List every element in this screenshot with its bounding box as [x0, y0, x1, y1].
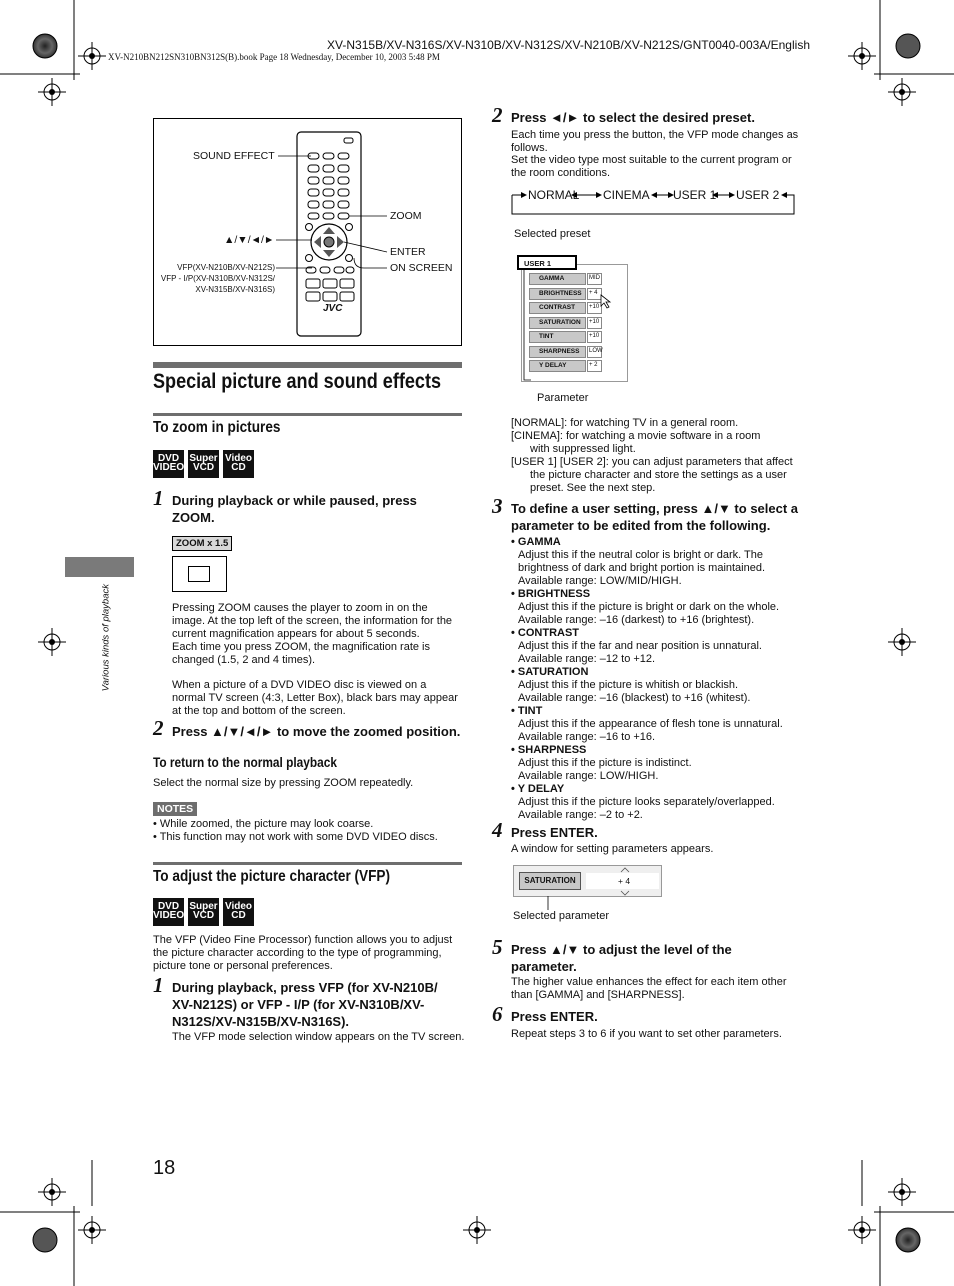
label-enter: ENTER: [390, 246, 426, 258]
vfp-mode-cycle: [511, 183, 795, 215]
zoom-osd-label: ZOOM x 1.5: [172, 536, 232, 551]
return-text: Select the normal size by pressing ZOOM repeatedly.: [153, 777, 414, 789]
cycle-user2: USER 2: [736, 188, 780, 202]
osd-value-y-delay: + 2: [587, 360, 602, 372]
param-list: [511, 536, 801, 822]
osd-leader-lines: [515, 268, 625, 392]
cycle-normal: NORMAL: [528, 188, 580, 202]
def-cinema: [CINEMA]: for watching a movie software in a room with suppressed light.: [511, 430, 761, 455]
param-saturation: • SATURATION: [511, 666, 589, 678]
osd-preset: USER 1: [517, 255, 577, 270]
param-sharpness-desc: Adjust this if the picture is indistinct.: [518, 757, 692, 769]
step2-number: 2: [492, 103, 503, 127]
param-tint-desc: Adjust this if the appearance of flesh tone is unnatural.: [518, 718, 783, 730]
zoom-para-2: Each time you press ZOOM, the magnification rate is changed (1.5, 2 and 4 times).: [172, 641, 430, 666]
osd-value-gamma: MID: [587, 273, 602, 285]
param-sharpness: • SHARPNESS: [511, 744, 587, 756]
vfp-step1-number: 1: [153, 973, 164, 997]
osd-value-brightness: + 4: [587, 288, 602, 300]
param-saturation-range: Available range: –16 (blackest) to +16 (whitest).: [518, 692, 751, 704]
osd-value-sharpness: LOW: [587, 346, 602, 358]
osd-row-saturation: SATURATION: [529, 317, 586, 329]
param-y-delay-range: Available range: –2 to +2.: [518, 809, 643, 821]
disc-dvd-video-icon: DVD VIDEO: [153, 450, 184, 478]
selected-preset-label: Selected preset: [514, 228, 591, 240]
label-vfp: [159, 262, 275, 295]
cursor-icon: [601, 295, 610, 308]
cycle-cinema: CINEMA: [603, 188, 650, 202]
zoom-step1-number: 1: [153, 486, 164, 510]
osd-value-tint: +10: [587, 331, 602, 343]
vfp-disc-super-vcd-icon: Super VCD: [188, 898, 219, 926]
section-title: Special picture and sound effects: [153, 370, 442, 393]
osd-row-tint: TINT: [529, 331, 586, 343]
step4-sub: A window for setting parameters appears.: [511, 843, 714, 855]
vfp-disc-dvd-video-icon: DVD VIDEO: [153, 898, 184, 926]
zoom-title: To zoom in pictures: [153, 419, 281, 436]
return-title: To return to the normal playback: [153, 755, 337, 770]
param-window: [513, 865, 662, 897]
selected-parameter-label: Selected parameter: [513, 910, 609, 922]
param-saturation-desc: Adjust this if the picture is whitish or blackish.: [518, 679, 739, 691]
param-gamma-range: Available range: LOW/MID/HIGH.: [518, 575, 682, 587]
step5-number: 5: [492, 935, 503, 959]
param-y-delay: • Y DELAY: [511, 783, 565, 795]
zoom-step2-number: 2: [153, 716, 164, 740]
step2-para-2: Set the video type most suitable to the current program or the room conditions.: [511, 154, 792, 179]
osd-value-contrast: +10: [587, 302, 602, 314]
osd-row-y-delay: Y DELAY: [529, 360, 586, 372]
section-rule: [153, 362, 462, 368]
remote-brand: JVC: [323, 303, 343, 314]
param-tint: • TINT: [511, 705, 543, 717]
param-contrast-desc: Adjust this if the far and near position is unnatural.: [518, 640, 762, 652]
vfp-disc-video-cd-icon: Video CD: [223, 898, 254, 926]
param-sharpness-range: Available range: LOW/HIGH.: [518, 770, 659, 782]
vfp-step1: During playback, press VFP (for XV-N210B/ XV-N212S) or VFP - I/P (for XV-N310B/XV-N312S/XV-N315B/XV-N316S).: [172, 980, 438, 1029]
label-vfp-line3: XV-N315B/XV-N316S): [195, 285, 275, 294]
disc-super-vcd-icon: Super VCD: [188, 450, 219, 478]
parameter-label: Parameter: [537, 392, 589, 404]
param-contrast: • CONTRAST: [511, 627, 580, 639]
step5-sub: The higher value enhances the effect for each item other than [GAMMA] and [SHARPNESS].: [511, 976, 787, 1001]
vfp-title: To adjust the picture character (VFP): [153, 868, 391, 885]
disc-video-cd-icon: Video CD: [223, 450, 254, 478]
param-tint-range: Available range: –16 to +16.: [518, 731, 656, 743]
param-brightness: • BRIGHTNESS: [511, 588, 591, 600]
param-gamma-desc: Adjust this if the neutral color is bright or dark. The brightness of dark and bright portion is maintained.: [518, 549, 766, 574]
osd-row-gamma: GAMMA: [529, 273, 586, 285]
step6-number: 6: [492, 1002, 503, 1026]
label-vfp-line2: VFP - I/P(XV-N310B/XV-N312S/: [160, 274, 275, 283]
label-arrows: ▲/▼/◄/►: [224, 234, 275, 246]
def-normal: [NORMAL]: for watching TV in a general room.: [511, 417, 739, 429]
step2-heading: Press ◄/► to select the desired preset.: [511, 110, 755, 125]
step4-heading: Press ENTER.: [511, 825, 598, 840]
step6-heading: Press ENTER.: [511, 1009, 598, 1024]
note-2: • This function may not work with some DVD VIDEO discs.: [153, 831, 438, 843]
notes-label: NOTES: [153, 802, 197, 816]
step4-number: 4: [492, 818, 503, 842]
zoom-rule: [153, 413, 462, 416]
header-model-line: XV-N315B/XV-N316S/XV-N310B/XV-N312S/XV-N210B/XV-N212S/GNT0040-003A/English: [327, 38, 810, 52]
param-gamma: • GAMMA: [511, 536, 561, 548]
osd-row-brightness: BRIGHTNESS: [529, 288, 586, 300]
label-vfp-line1: VFP(XV-N210B/XV-N212S): [177, 263, 275, 272]
osd-row-contrast: CONTRAST: [529, 302, 586, 314]
zoom-para-1: Pressing ZOOM causes the player to zoom in on the image. At the top left of the screen, the information for the current magnification appears for about 5 seconds.: [172, 602, 453, 640]
remote-figure: [153, 118, 462, 346]
cycle-user1: USER 1: [673, 188, 717, 202]
step3-heading: To define a user setting, press ▲/▼ to select a parameter to be edited from the following.: [511, 501, 799, 533]
note-1: • While zoomed, the picture may look coarse.: [153, 818, 374, 830]
step3-number: 3: [492, 494, 503, 518]
sidebar-label-wrap: [96, 584, 116, 719]
osd-value-saturation: +10: [587, 317, 602, 329]
sidebar-tab: [65, 557, 134, 577]
step2-para-1: Each time you press the button, the VFP mode changes as follows.: [511, 129, 799, 154]
label-zoom: ZOOM: [390, 210, 422, 222]
page-number: 18: [153, 1157, 176, 1179]
param-window-value: + 4: [586, 873, 659, 889]
vfp-step1-sub: The VFP mode selection window appears on the TV screen.: [172, 1031, 465, 1043]
zoom-step2: Press ▲/▼/◄/► to move the zoomed position.: [172, 724, 461, 739]
header-book-line: XV-N210BN212SN310BN312S(B).book Page 18 Wednesday, December 10, 2003 5:48 PM: [108, 52, 440, 62]
vfp-rule: [153, 862, 462, 865]
zoom-step1: During playback or while paused, press ZOOM.: [172, 493, 417, 525]
param-brightness-desc: Adjust this if the picture is bright or dark on the whole.: [518, 601, 780, 613]
osd-row-sharpness: SHARPNESS: [529, 346, 586, 358]
zoom-screen-icon: [172, 556, 227, 592]
zoom-para-3: When a picture of a DVD VIDEO disc is viewed on a normal TV screen (4:3, Letter Box), black bars may appear at the top and bottom of the screen.: [172, 679, 458, 717]
step5-heading: Press ▲/▼ to adjust the level of the parameter.: [511, 942, 732, 974]
param-window-name: SATURATION: [519, 872, 581, 890]
sidebar-label: Various kinds of playback: [100, 584, 112, 692]
param-updown-icon: [619, 866, 631, 898]
vfp-intro: The VFP (Video Fine Processor) function allows you to adjust the picture character according to the type of programming, picture tone or personal preferences.: [153, 934, 453, 972]
label-sound-effect: SOUND EFFECT: [193, 150, 275, 162]
step6-sub: Repeat steps 3 to 6 if you want to set other parameters.: [511, 1028, 782, 1040]
label-on-screen: ON SCREEN: [390, 262, 453, 274]
def-user: [USER 1] [USER 2]: you can adjust parameters that affect the picture character and store the settings as a user preset. See the next step.: [511, 456, 793, 494]
param-y-delay-desc: Adjust this if the picture looks separately/overlapped.: [518, 796, 775, 808]
param-leader-line: [545, 896, 551, 910]
param-brightness-range: Available range: –16 (darkest) to +16 (brightest).: [518, 614, 755, 626]
param-contrast-range: Available range: –12 to +12.: [518, 653, 656, 665]
